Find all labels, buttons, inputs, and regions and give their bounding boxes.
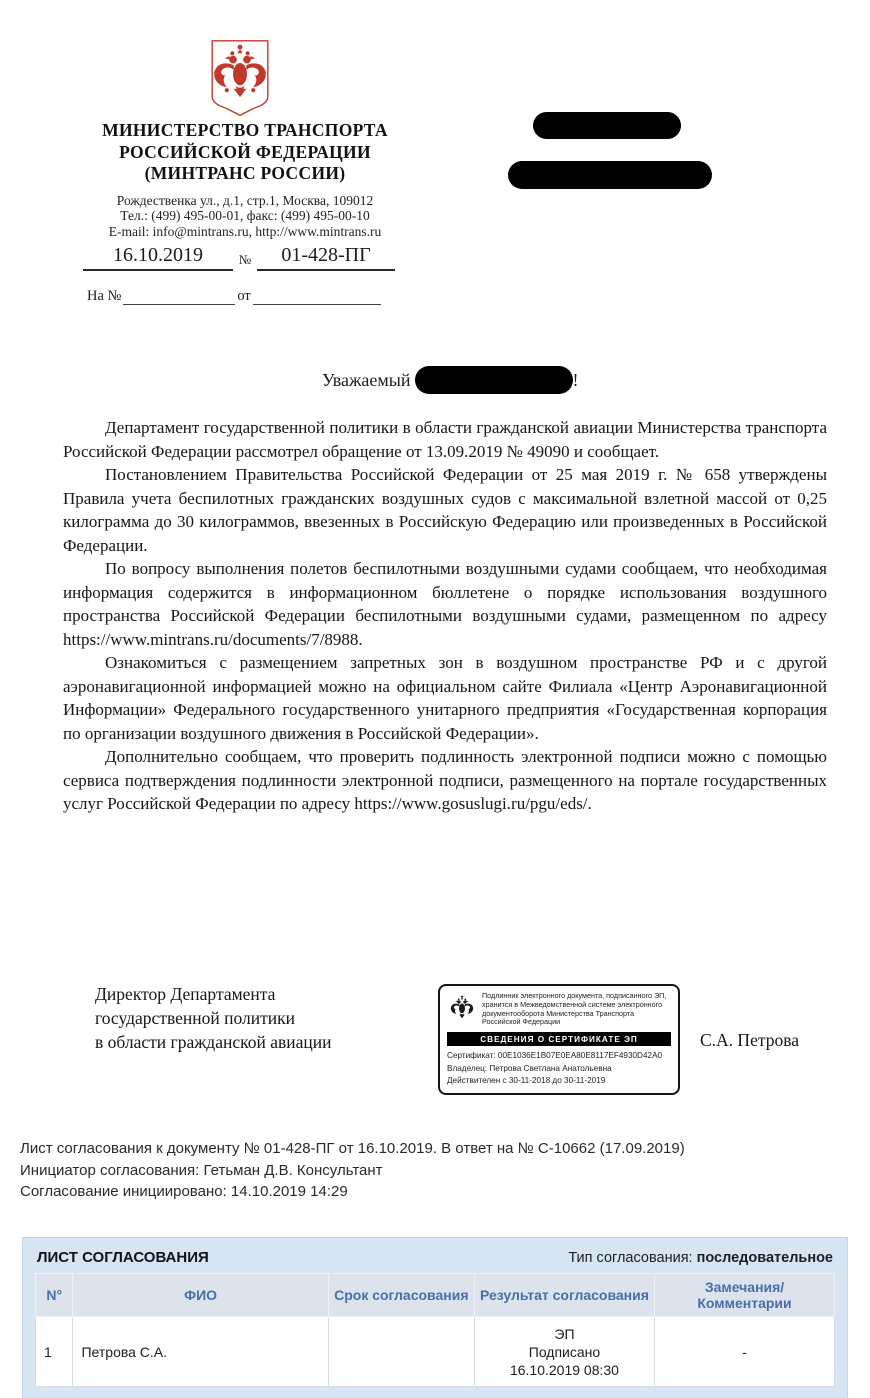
result-line: Подписано [528,1343,601,1360]
letter-body [63,416,827,816]
letterhead-address: Рождественка ул., д.1, стр.1, Москва, 109012 [116,192,374,208]
salutation-exclamation: ! [572,369,579,390]
ref-date-blank [253,288,381,305]
col-header-fio: ФИО [73,1274,328,1317]
row-comments: - [655,1317,835,1387]
approval-sheet-panel [22,1237,848,1398]
date-number-line [83,244,395,271]
paragraph: Дополнительно сообщаем, что проверить подлинность электронной подписи можно с помощью сервиса подтверждения подлинности электронной подписи, размещенного на портале государственных услуг Российской Федерации по адресу https://www.gosuslugi.ru/pgu/eds/. [63,747,827,813]
approval-type-label: Тип согласования: [568,1249,693,1266]
approval-table [35,1273,835,1387]
approval-info-line2: Инициатор согласования: Гетьман Д.В. Консультант [20,1161,383,1179]
signer-title-line3: в области гражданской авиации [95,1032,332,1052]
stamp-certificate-number: Сертификат: 00E1036E1B07E0EA80E8117EF4930D42A0 [447,1051,663,1060]
row-result [474,1317,654,1387]
redaction-bar-addressee-2 [508,161,712,189]
approval-info-line1: Лист согласования к документу № 01-428-ПГ от 16.10.2019. В ответ на № С-10662 (17.09.2019) [20,1140,685,1157]
signer-title-line2: государственной политики [95,1008,295,1028]
letterhead-email: E-mail: info@mintrans.ru, http://www.mintrans.ru [108,223,382,239]
stamp-eagle-icon [447,992,477,1028]
result-line: ЭП [554,1325,575,1342]
e-signature-stamp [438,984,680,1095]
salutation-text: Уважаемый [322,369,411,390]
stamp-certificate-bar: СВЕДЕНИЯ О СЕРТИФИКАТЕ ЭП [447,1032,671,1046]
stamp-header-text: Подлинник электронного документа, подписанного ЭП, хранится в Межведомственной системе электронного документооборота Министерства Транспорта Российской Федерации [482,991,667,1027]
approval-type [568,1250,833,1266]
paragraph: Ознакомиться с размещением запретных зон в воздушном пространстве РФ и с другой аэронавигационной информацией можно на официальном сайте Филиала «Центр Аэронавигационной Информации» Федерального государственного унитарного предприятия «Государственная корпорация по организации воздушного движения в Российской Федерации». [63,653,827,743]
reference-line [85,288,381,305]
signer-title-line1: Директор Департамента [95,984,276,1004]
stamp-validity: Действителен с 30-11-2018 до 30-11-2019 [447,1076,606,1085]
redaction-bar-name [415,366,573,394]
approval-type-value: последовательное [696,1249,833,1266]
coat-of-arms-icon [204,38,276,118]
number-sign: № [238,252,252,267]
paragraph: Постановлением Правительства Российской Федерации от 25 мая 2019 г. № 658 утверждены Правила учета беспилотных гражданских воздушных судов с максимальной взлетной массой от 0,25 килограмма до 30 килограммов, ввезенных в Российскую Федерацию или произведенных в Российской Федерации. [63,465,827,555]
approval-sheet-title: ЛИСТ СОГЛАСОВАНИЯ [37,1249,209,1266]
result-line: 16.10.2019 08:30 [509,1361,619,1378]
row-num: 1 [36,1317,73,1387]
document-date: 16.10.2019 [83,244,233,271]
ref-ot-label: от [237,288,251,304]
letterhead-phone: Тел.: (499) 495-00-01, факс: (499) 495-00-10 [120,208,370,223]
table-row [36,1317,835,1387]
ref-na-label: На № [87,288,122,304]
letterhead [75,120,415,239]
col-header-comments: Замечания/Комментарии [655,1274,835,1317]
row-term [328,1317,474,1387]
signer-name: С.А. Петрова [700,1030,800,1050]
col-header-num: N° [36,1274,73,1317]
signer-title [95,982,331,1054]
paragraph: По вопросу выполнения полетов беспилотными воздушными судами сообщаем, что необходимая информация содержится в информационном бюллетене о порядке использования воздушного пространства Российской Федерации беспилотными воздушными судами, размещенном по адресу https://www.mintrans.ru/documents/7/8988. [63,559,827,649]
approval-info-line3: Согласование инициировано: 14.10.2019 14:29 [20,1183,348,1200]
redaction-bar-addressee-1 [533,112,681,139]
stamp-owner: Владелец: Петрова Светлана Анатольевна [447,1063,612,1073]
ref-number-blank [123,288,235,305]
col-header-term: Срок согласования [328,1274,474,1317]
ministry-name-line1: МИНИСТЕРСТВО ТРАНСПОРТА [102,120,388,140]
ministry-name-line3: (МИНТРАНС РОССИИ) [144,163,346,183]
col-header-result: Результат согласования [474,1274,654,1317]
salutation-line [322,366,579,394]
row-fio: Петрова С.А. [73,1317,328,1387]
ministry-name-line2: РОССИЙСКОЙ ФЕДЕРАЦИИ [119,141,371,162]
document-number: 01-428-ПГ [257,244,395,271]
approval-table-header-row [36,1274,835,1317]
approval-info [20,1138,820,1203]
paragraph: Департамент государственной политики в области гражданской авиации Министерства транспорта Российской Федерации рассмотрел обращение от 13.09.2019 № 49090 и сообщает. [63,418,827,461]
